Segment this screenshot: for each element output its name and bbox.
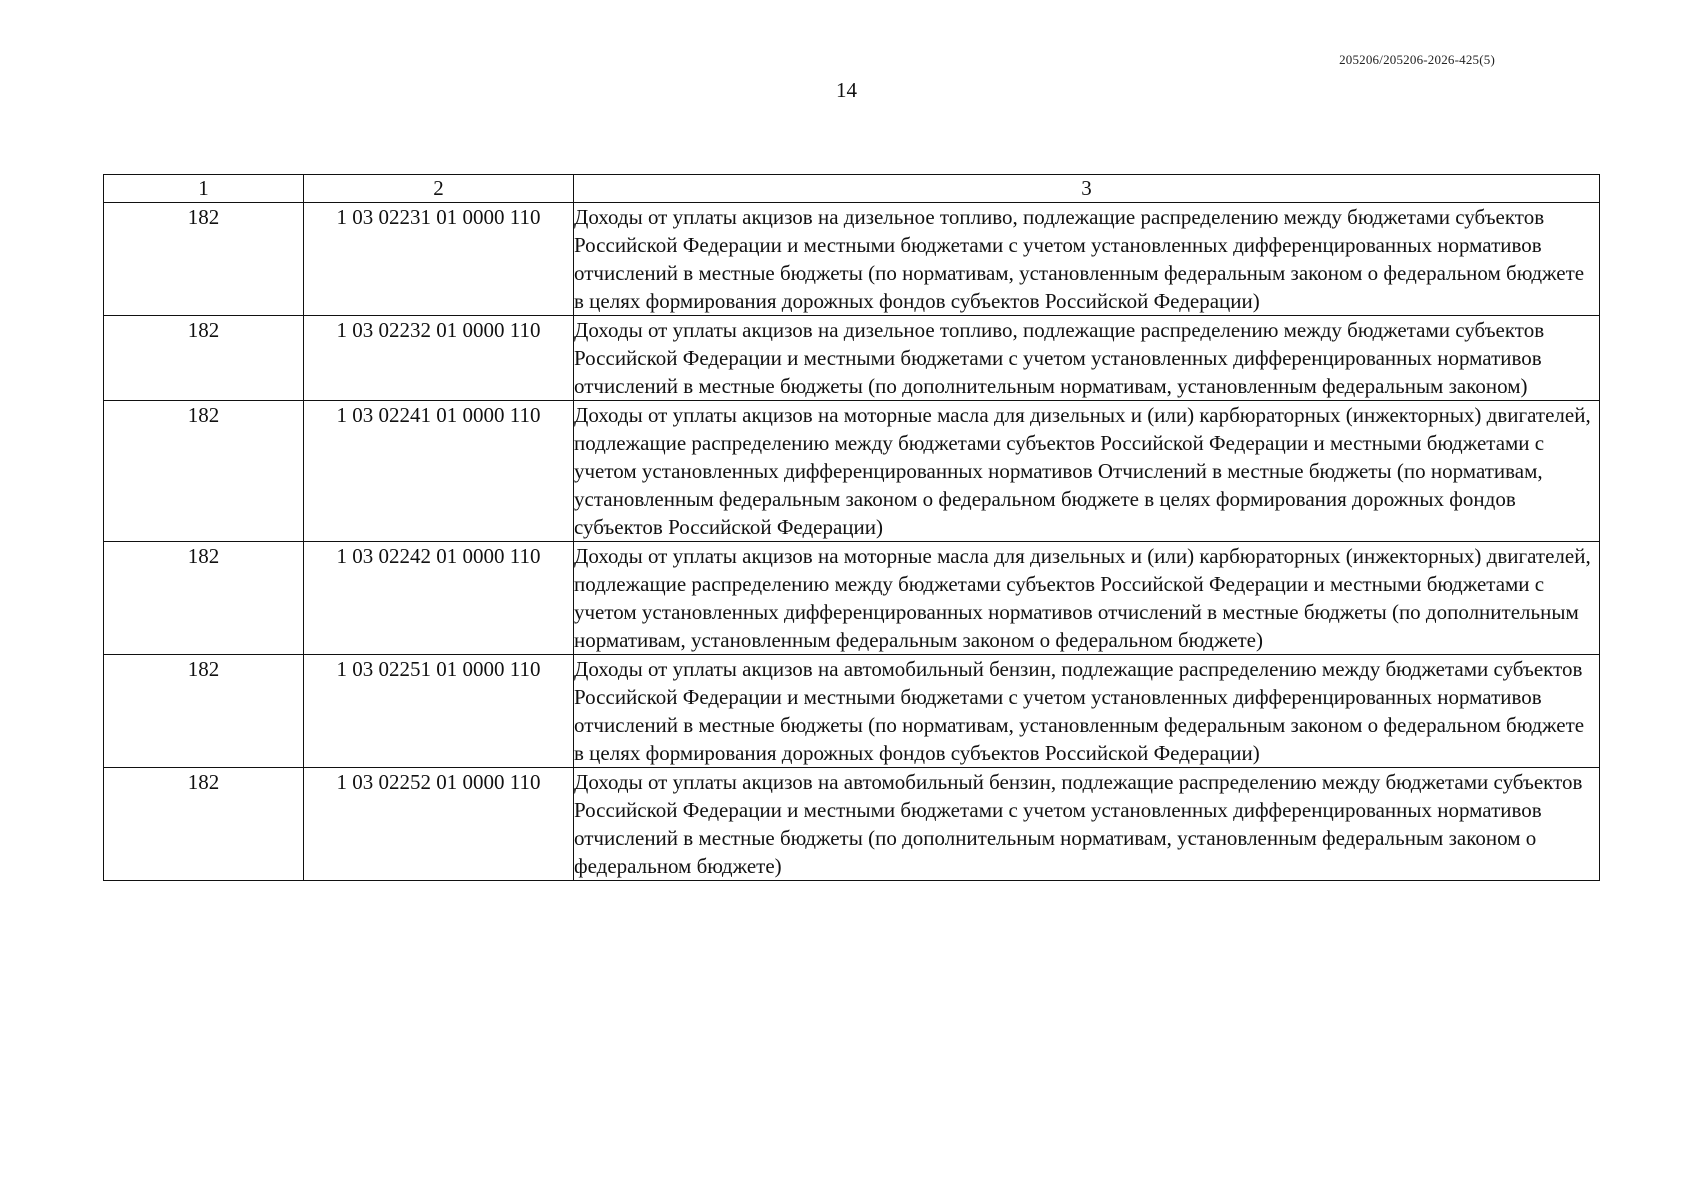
admin-code-cell: 182 [104,401,304,542]
column-header-1: 1 [104,175,304,203]
column-header-3: 3 [574,175,1600,203]
admin-code-cell: 182 [104,655,304,768]
table-header-row [104,175,1600,203]
budget-code-cell: 1 03 02251 01 0000 110 [304,655,574,768]
budget-code-cell: 1 03 02232 01 0000 110 [304,316,574,401]
description-cell: Доходы от уплаты акцизов на автомобильный бензин, подлежащие распределению между бюджетами субъектов Российской Федерации и местными бюджетами с учетом установленных дифференцированных нормативов отчислений в местные бюджеты (по дополнительным нормативам, установленным федеральным законом о федеральном бюджете) [574,768,1600,881]
page-number: 14 [836,78,857,102]
table-row [104,316,1600,401]
table-row [104,203,1600,316]
table-row [104,768,1600,881]
document-id: 205206/205206-2026-425(5) [1339,52,1495,67]
admin-code-cell: 182 [104,316,304,401]
revenue-codes-table [103,174,1600,881]
admin-code-cell: 182 [104,203,304,316]
admin-code-cell: 182 [104,542,304,655]
admin-code-cell: 182 [104,768,304,881]
table-row [104,655,1600,768]
budget-code-cell: 1 03 02231 01 0000 110 [304,203,574,316]
budget-code-cell: 1 03 02242 01 0000 110 [304,542,574,655]
table-row [104,542,1600,655]
budget-code-cell: 1 03 02241 01 0000 110 [304,401,574,542]
description-cell: Доходы от уплаты акцизов на дизельное топливо, подлежащие распределению между бюджетами субъектов Российской Федерации и местными бюджетами с учетом установленных дифференцированных нормативов отчислений в местные бюджеты (по дополнительным нормативам, установленным федеральным законом) [574,316,1600,401]
description-cell: Доходы от уплаты акцизов на моторные масла для дизельных и (или) карбюраторных (инжекторных) двигателей, подлежащие распределению между бюджетами субъектов Российской Федерации и местными бюджетами с учетом установленных дифференцированных нормативов отчислений в местные бюджеты (по дополнительным нормативам, установленным федеральным законом о федеральном бюджете) [574,542,1600,655]
description-cell: Доходы от уплаты акцизов на дизельное топливо, подлежащие распределению между бюджетами субъектов Российской Федерации и местными бюджетами с учетом установленных дифференцированных нормативов отчислений в местные бюджеты (по нормативам, установленным федеральным законом о федеральном бюджете в целях формирования дорожных фондов субъектов Российской Федерации) [574,203,1600,316]
description-cell: Доходы от уплаты акцизов на автомобильный бензин, подлежащие распределению между бюджетами субъектов Российской Федерации и местными бюджетами с учетом установленных дифференцированных нормативов отчислений в местные бюджеты (по нормативам, установленным федеральным законом о федеральном бюджете в целях формирования дорожных фондов субъектов Российской Федерации) [574,655,1600,768]
table-row [104,401,1600,542]
column-header-2: 2 [304,175,574,203]
description-cell: Доходы от уплаты акцизов на моторные масла для дизельных и (или) карбюраторных (инжекторных) двигателей, подлежащие распределению между бюджетами субъектов Российской Федерации и местными бюджетами с учетом установленных дифференцированных нормативов Отчислений в местные бюджеты (по нормативам, установленным федеральным законом о федеральном бюджете в целях формирования дорожных фондов субъектов Российской Федерации) [574,401,1600,542]
budget-code-cell: 1 03 02252 01 0000 110 [304,768,574,881]
